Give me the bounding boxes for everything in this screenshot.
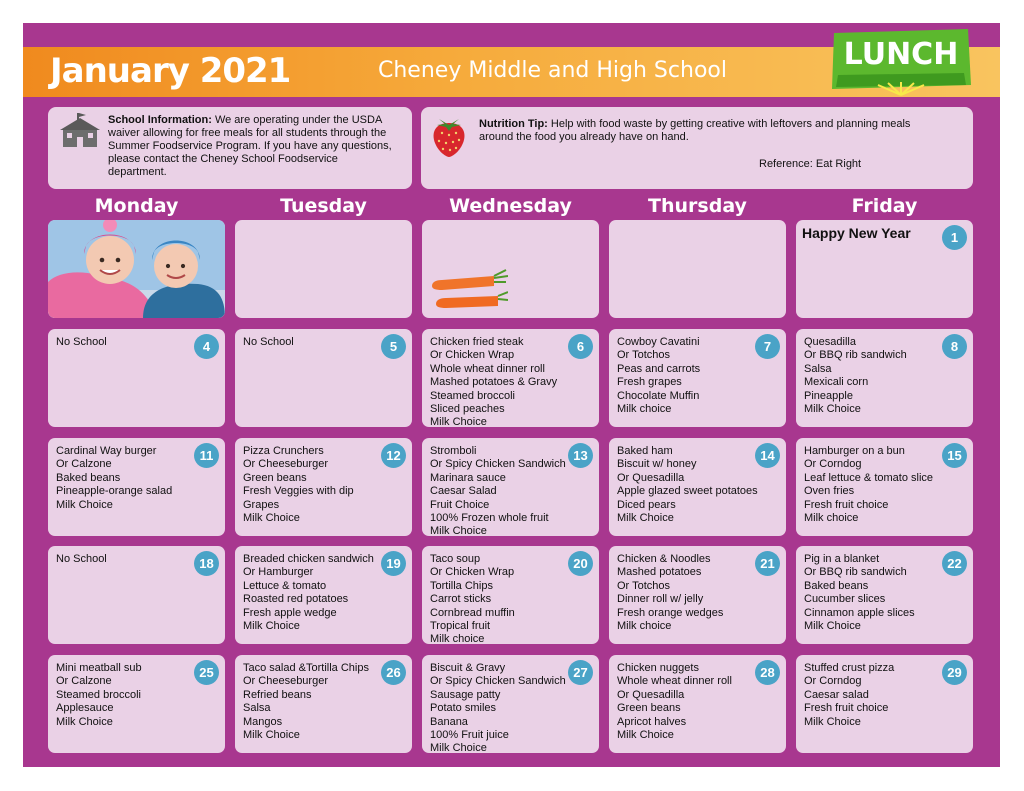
menu-item: Peas and carrots xyxy=(617,362,701,375)
menu-item: Milk choice xyxy=(804,511,859,524)
menu-item: Pig in a blanket xyxy=(804,553,880,565)
day-header-monday: Monday xyxy=(94,195,179,217)
menu-item: Baked ham xyxy=(617,445,673,457)
calendar-cell-photo xyxy=(48,220,225,318)
day-number-badge: 13 xyxy=(568,443,593,468)
menu-item: Banana xyxy=(430,715,468,728)
menu-item: Leaf lettuce & tomato slice xyxy=(804,471,934,484)
lunch-badge xyxy=(828,27,974,99)
menu-item: No School xyxy=(56,553,107,565)
menu-item: Mangos xyxy=(243,715,283,728)
calendar-cell xyxy=(609,329,786,427)
menu-item: Milk Choice xyxy=(804,619,861,632)
school-info-label: School Information: xyxy=(108,114,212,126)
menu-item: Lettuce & tomato xyxy=(243,579,327,592)
menu-item: Or Cheeseburger xyxy=(243,458,328,471)
calendar-cell xyxy=(609,546,786,644)
menu-item: Milk Choice xyxy=(804,715,861,728)
menu-item: 100% Fruit juice xyxy=(430,728,509,741)
menu-item: Or Hamburger xyxy=(243,566,314,579)
menu-item: Caesar salad xyxy=(804,688,869,701)
menu-item: Milk Choice xyxy=(243,511,300,524)
menu-item: Tortilla Chips xyxy=(430,579,493,592)
menu-item: Milk Choice xyxy=(430,742,487,753)
nutrition-tip-body: Help with food waste by getting creative with leftovers and planning meals around the food you already have on hand. xyxy=(479,118,911,143)
menu-item: Baked beans xyxy=(56,471,121,484)
menu-item: No School xyxy=(56,336,107,348)
menu-item: Grapes xyxy=(243,498,280,511)
menu-item: Milk Choice xyxy=(243,619,300,632)
day-header-tuesday: Tuesday xyxy=(280,195,367,217)
menu-item: Or Calzone xyxy=(56,458,112,471)
menu-item: Or Quesadilla xyxy=(617,688,685,701)
menu-item: Apricot halves xyxy=(617,715,687,728)
menu-item: Fresh fruit choice xyxy=(804,498,889,511)
menu-item: Breaded chicken sandwich xyxy=(243,553,374,565)
calendar-cell xyxy=(48,655,225,753)
menu-item: Whole wheat dinner roll xyxy=(617,675,732,688)
school-info-box xyxy=(48,107,412,189)
menu-item: Chicken & Noodles xyxy=(617,553,711,565)
day-number-badge: 4 xyxy=(194,334,219,359)
calendar-cell xyxy=(796,546,973,644)
menu-item: Or BBQ rib sandwich xyxy=(804,349,907,362)
day-number-badge: 22 xyxy=(942,551,967,576)
menu-item: Marinara sauce xyxy=(430,471,506,484)
strawberry-icon xyxy=(429,113,469,161)
day-number-badge: 6 xyxy=(568,334,593,359)
menu-item: Pineapple xyxy=(804,389,853,402)
menu-item: Green beans xyxy=(243,471,307,484)
menu-item: Cucumber slices xyxy=(804,593,886,606)
menu-item: Baked beans xyxy=(804,579,869,592)
school-name: Cheney Middle and High School xyxy=(378,58,727,83)
school-info-body: We are operating under the USDA waiver allowing for free meals for all students through the Summer Foodservice Program. If you have any questions, please contact the Cheney School Foodservice department. xyxy=(108,114,392,178)
menu-item: Caesar Salad xyxy=(430,485,497,498)
menu-item: Milk Choice xyxy=(617,511,674,524)
menu-item: Milk Choice xyxy=(56,715,113,728)
menu-item: Fruit Choice xyxy=(430,498,490,511)
day-number-badge: 27 xyxy=(568,660,593,685)
calendar-cell xyxy=(422,546,599,644)
carrots-icon xyxy=(428,268,508,312)
day-number-badge: 29 xyxy=(942,660,967,685)
menu-item: Taco salad &Tortilla Chips xyxy=(243,662,369,674)
menu-item: Sausage patty xyxy=(430,688,501,701)
menu-item: Milk Choice xyxy=(430,525,487,536)
menu-item: Milk Choice xyxy=(243,728,300,741)
menu-item: Or Calzone xyxy=(56,675,112,688)
menu-item: Cinnamon apple slices xyxy=(804,606,915,619)
menu-item: Hamburger on a bun xyxy=(804,445,905,457)
day-number-badge: 28 xyxy=(755,660,780,685)
day-header-wednesday: Wednesday xyxy=(449,195,572,217)
menu-item: Chicken nuggets xyxy=(617,662,699,674)
calendar-cell-day-1 xyxy=(796,220,973,318)
nutrition-reference: Reference: Eat Right xyxy=(759,158,862,170)
menu-item: Or Corndog xyxy=(804,675,862,688)
menu-item: Milk Choice xyxy=(617,728,674,741)
menu-item: Or Quesadilla xyxy=(617,471,685,484)
day-number-badge: 25 xyxy=(194,660,219,685)
calendar-cell xyxy=(422,329,599,427)
menu-item: Or Spicy Chicken Sandwich xyxy=(430,458,566,471)
menu-item: Pizza Crunchers xyxy=(243,445,324,457)
day-header-thursday: Thursday xyxy=(648,195,747,217)
calendar-cell-carrots xyxy=(422,220,599,318)
menu-item: Chicken fried steak xyxy=(430,336,524,348)
menu-item: Milk Choice xyxy=(804,402,861,415)
calendar-cell xyxy=(48,546,225,644)
menu-item: Or Cheeseburger xyxy=(243,675,328,688)
day-number-badge: 14 xyxy=(755,443,780,468)
menu-item: Or Chicken Wrap xyxy=(430,349,515,362)
menu-item: Fresh Veggies with dip xyxy=(243,485,354,498)
calendar-cell-empty xyxy=(235,220,412,318)
day-number-badge: 19 xyxy=(381,551,406,576)
holiday-label: Happy New Year xyxy=(802,225,911,241)
lunch-label: LUNCH xyxy=(843,37,959,72)
menu-item: Mexicali corn xyxy=(804,376,869,389)
menu-item: Biscuit & Gravy xyxy=(430,662,506,674)
menu-item: Fresh apple wedge xyxy=(243,606,337,619)
menu-item: Tropical fruit xyxy=(430,619,491,632)
calendar-cell xyxy=(235,655,412,753)
day-number-badge: 26 xyxy=(381,660,406,685)
menu-item: Carrot sticks xyxy=(430,593,492,606)
month-title: January 2021 xyxy=(50,51,291,91)
menu-item: Quesadilla xyxy=(804,336,856,348)
calendar-cell xyxy=(609,655,786,753)
calendar-cell xyxy=(796,438,973,536)
menu-item: Mashed potatoes & Gravy xyxy=(430,376,558,389)
menu-item: Milk choice xyxy=(617,402,672,415)
menu-item: Stromboli xyxy=(430,445,477,457)
day-number-badge: 7 xyxy=(755,334,780,359)
day-number-badge: 11 xyxy=(194,443,219,468)
menu-item: Dinner roll w/ jelly xyxy=(617,593,704,606)
menu-item: Refried beans xyxy=(243,688,312,701)
menu-item: Salsa xyxy=(804,362,832,375)
calendar-cell xyxy=(235,438,412,536)
day-number-badge: 5 xyxy=(381,334,406,359)
menu-item: Biscuit w/ honey xyxy=(617,458,697,471)
menu-item: Or Totchos xyxy=(617,349,670,362)
menu-item: Milk choice xyxy=(430,633,485,644)
menu-item: Cardinal Way burger xyxy=(56,445,157,457)
menu-item: Diced pears xyxy=(617,498,676,511)
menu-item: Fresh fruit choice xyxy=(804,702,889,715)
menu-item: Stuffed crust pizza xyxy=(804,662,895,674)
menu-item: Cornbread muffin xyxy=(430,606,515,619)
menu-item: Milk choice xyxy=(617,619,672,632)
school-info-text xyxy=(108,114,398,179)
day-number-badge: 21 xyxy=(755,551,780,576)
calendar-cell xyxy=(48,329,225,427)
menu-item: Pineapple-orange salad xyxy=(56,485,173,498)
menu-item: Steamed broccoli xyxy=(430,389,515,402)
menu-item: Mini meatball sub xyxy=(56,662,142,674)
calendar-cell xyxy=(422,655,599,753)
menu-item: Or Corndog xyxy=(804,458,862,471)
menu-item: Sliced peaches xyxy=(430,402,505,415)
menu-item: Or Spicy Chicken Sandwich xyxy=(430,675,566,688)
menu-item: Whole wheat dinner roll xyxy=(430,362,545,375)
menu-item: Mashed potatoes xyxy=(617,566,702,579)
menu-item: Fresh orange wedges xyxy=(617,606,724,619)
day-number-badge: 20 xyxy=(568,551,593,576)
children-winter-photo xyxy=(48,220,225,318)
menu-item: Chocolate Muffin xyxy=(617,389,700,402)
day-number-badge: 18 xyxy=(194,551,219,576)
menu-item: 100% Frozen whole fruit xyxy=(430,511,549,524)
menu-item: Salsa xyxy=(243,702,271,715)
menu-item: Applesauce xyxy=(56,702,114,715)
menu-item: Taco soup xyxy=(430,553,481,565)
calendar-cell xyxy=(796,329,973,427)
calendar-cell xyxy=(796,655,973,753)
nutrition-tip-box xyxy=(421,107,973,189)
menu-item: No School xyxy=(243,336,294,348)
menu-item: Roasted red potatoes xyxy=(243,593,349,606)
calendar-cell xyxy=(235,329,412,427)
calendar-cell-empty xyxy=(609,220,786,318)
menu-item: Or BBQ rib sandwich xyxy=(804,566,907,579)
menu-item: Green beans xyxy=(617,702,681,715)
day-number-badge: 15 xyxy=(942,443,967,468)
menu-item: Or Chicken Wrap xyxy=(430,566,515,579)
calendar-cell xyxy=(609,438,786,536)
calendar-cell xyxy=(235,546,412,644)
calendar-cell xyxy=(422,438,599,536)
menu-item: Steamed broccoli xyxy=(56,688,141,701)
calendar-page xyxy=(23,23,1000,767)
nutrition-tip-label: Nutrition Tip: xyxy=(479,118,548,130)
menu-item: Cowboy Cavatini xyxy=(617,336,700,348)
menu-item: Oven fries xyxy=(804,485,855,498)
menu-item: Milk Choice xyxy=(430,416,487,427)
day-number-badge: 8 xyxy=(942,334,967,359)
menu-item: Fresh grapes xyxy=(617,376,682,389)
day-number-badge: 1 xyxy=(942,225,967,250)
menu-item: Or Totchos xyxy=(617,579,670,592)
calendar-cell xyxy=(48,438,225,536)
school-building-icon xyxy=(60,113,100,153)
day-header-friday: Friday xyxy=(851,195,918,217)
nutrition-tip-text xyxy=(479,118,939,144)
menu-item: Potato smiles xyxy=(430,702,497,715)
day-number-badge: 12 xyxy=(381,443,406,468)
menu-item: Apple glazed sweet potatoes xyxy=(617,485,758,498)
menu-item: Milk Choice xyxy=(56,498,113,511)
